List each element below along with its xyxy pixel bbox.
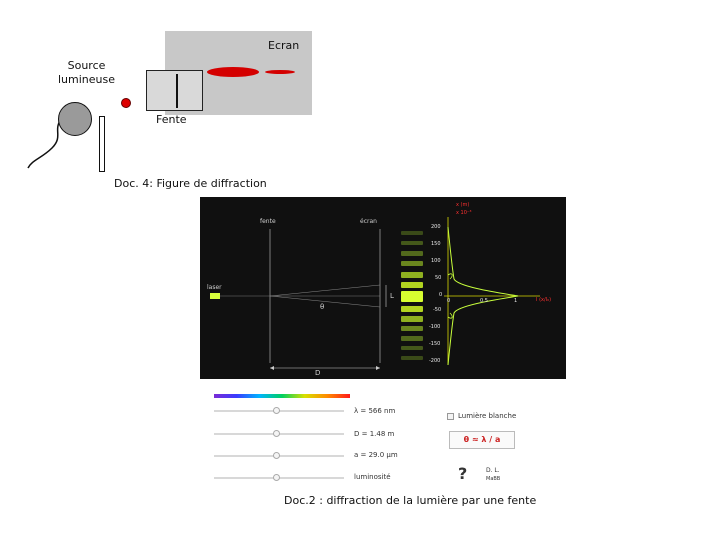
axis-x-unit: x (m) bbox=[456, 202, 470, 208]
L-label: L bbox=[390, 292, 394, 300]
slit-caption: fente bbox=[260, 218, 276, 225]
lamp-stand bbox=[99, 116, 105, 172]
distance-slider-knob[interactable] bbox=[273, 430, 280, 437]
simulation-drawing bbox=[200, 197, 566, 379]
slit-label: Fente bbox=[156, 113, 187, 126]
wavelength-value: λ = 566 nm bbox=[354, 407, 396, 415]
white-light-label: Lumière blanche bbox=[458, 412, 517, 420]
slit-holder bbox=[146, 70, 203, 111]
x-tick: 0.5 bbox=[480, 298, 488, 304]
diffraction-side-spot bbox=[265, 70, 295, 74]
credit-line1: D. L. bbox=[486, 467, 500, 474]
wavelength-spectrum-bar bbox=[214, 394, 350, 398]
fringe-pattern bbox=[401, 227, 423, 365]
luminosity-label: luminosité bbox=[354, 473, 391, 481]
theta-label: θ bbox=[320, 303, 325, 311]
laser-dot-icon bbox=[121, 98, 131, 108]
x-tick: 1 bbox=[514, 298, 518, 304]
y-tick: -150 bbox=[429, 341, 441, 347]
laser-label: laser bbox=[207, 284, 222, 291]
x-tick: 0 bbox=[447, 298, 451, 304]
diffraction-central-spot bbox=[207, 67, 259, 77]
y-tick: -100 bbox=[429, 324, 441, 330]
y-tick: -200 bbox=[429, 358, 441, 364]
axis-x-multiplier: x 10⁻³ bbox=[456, 210, 472, 216]
y-tick: -50 bbox=[433, 307, 442, 313]
white-light-checkbox[interactable] bbox=[447, 413, 454, 420]
distance-value: D = 1.48 m bbox=[354, 430, 395, 438]
diffraction-simulation bbox=[200, 197, 566, 379]
help-icon[interactable]: ? bbox=[458, 464, 468, 483]
D-label: D bbox=[315, 369, 321, 377]
laser-icon bbox=[210, 293, 220, 299]
screen-label: Ecran bbox=[268, 39, 300, 52]
aperture-value: a = 29.0 μm bbox=[354, 451, 398, 459]
source-label: Source lumineuse bbox=[58, 59, 116, 86]
y-tick: 0 bbox=[439, 292, 443, 298]
formula-button[interactable]: θ ≈ λ / a bbox=[449, 431, 515, 449]
axis-intensity-label: I (x/I₀) bbox=[536, 297, 552, 303]
wavelength-slider-knob[interactable] bbox=[273, 407, 280, 414]
light-bulb-icon bbox=[58, 102, 92, 136]
aperture-slider-knob[interactable] bbox=[273, 452, 280, 459]
screen-caption: écran bbox=[360, 218, 377, 225]
y-tick: 100 bbox=[431, 258, 441, 264]
doc4-caption: Doc. 4: Figure de diffraction bbox=[114, 177, 267, 190]
doc2-caption: Doc.2 : diffraction de la lumière par une fente bbox=[284, 494, 537, 507]
luminosity-slider-knob[interactable] bbox=[273, 474, 280, 481]
y-tick: 200 bbox=[431, 224, 441, 230]
y-tick: 50 bbox=[435, 275, 442, 281]
slit-opening bbox=[176, 74, 178, 108]
credit-line2: MaBB bbox=[486, 476, 501, 482]
y-tick: 150 bbox=[431, 241, 441, 247]
